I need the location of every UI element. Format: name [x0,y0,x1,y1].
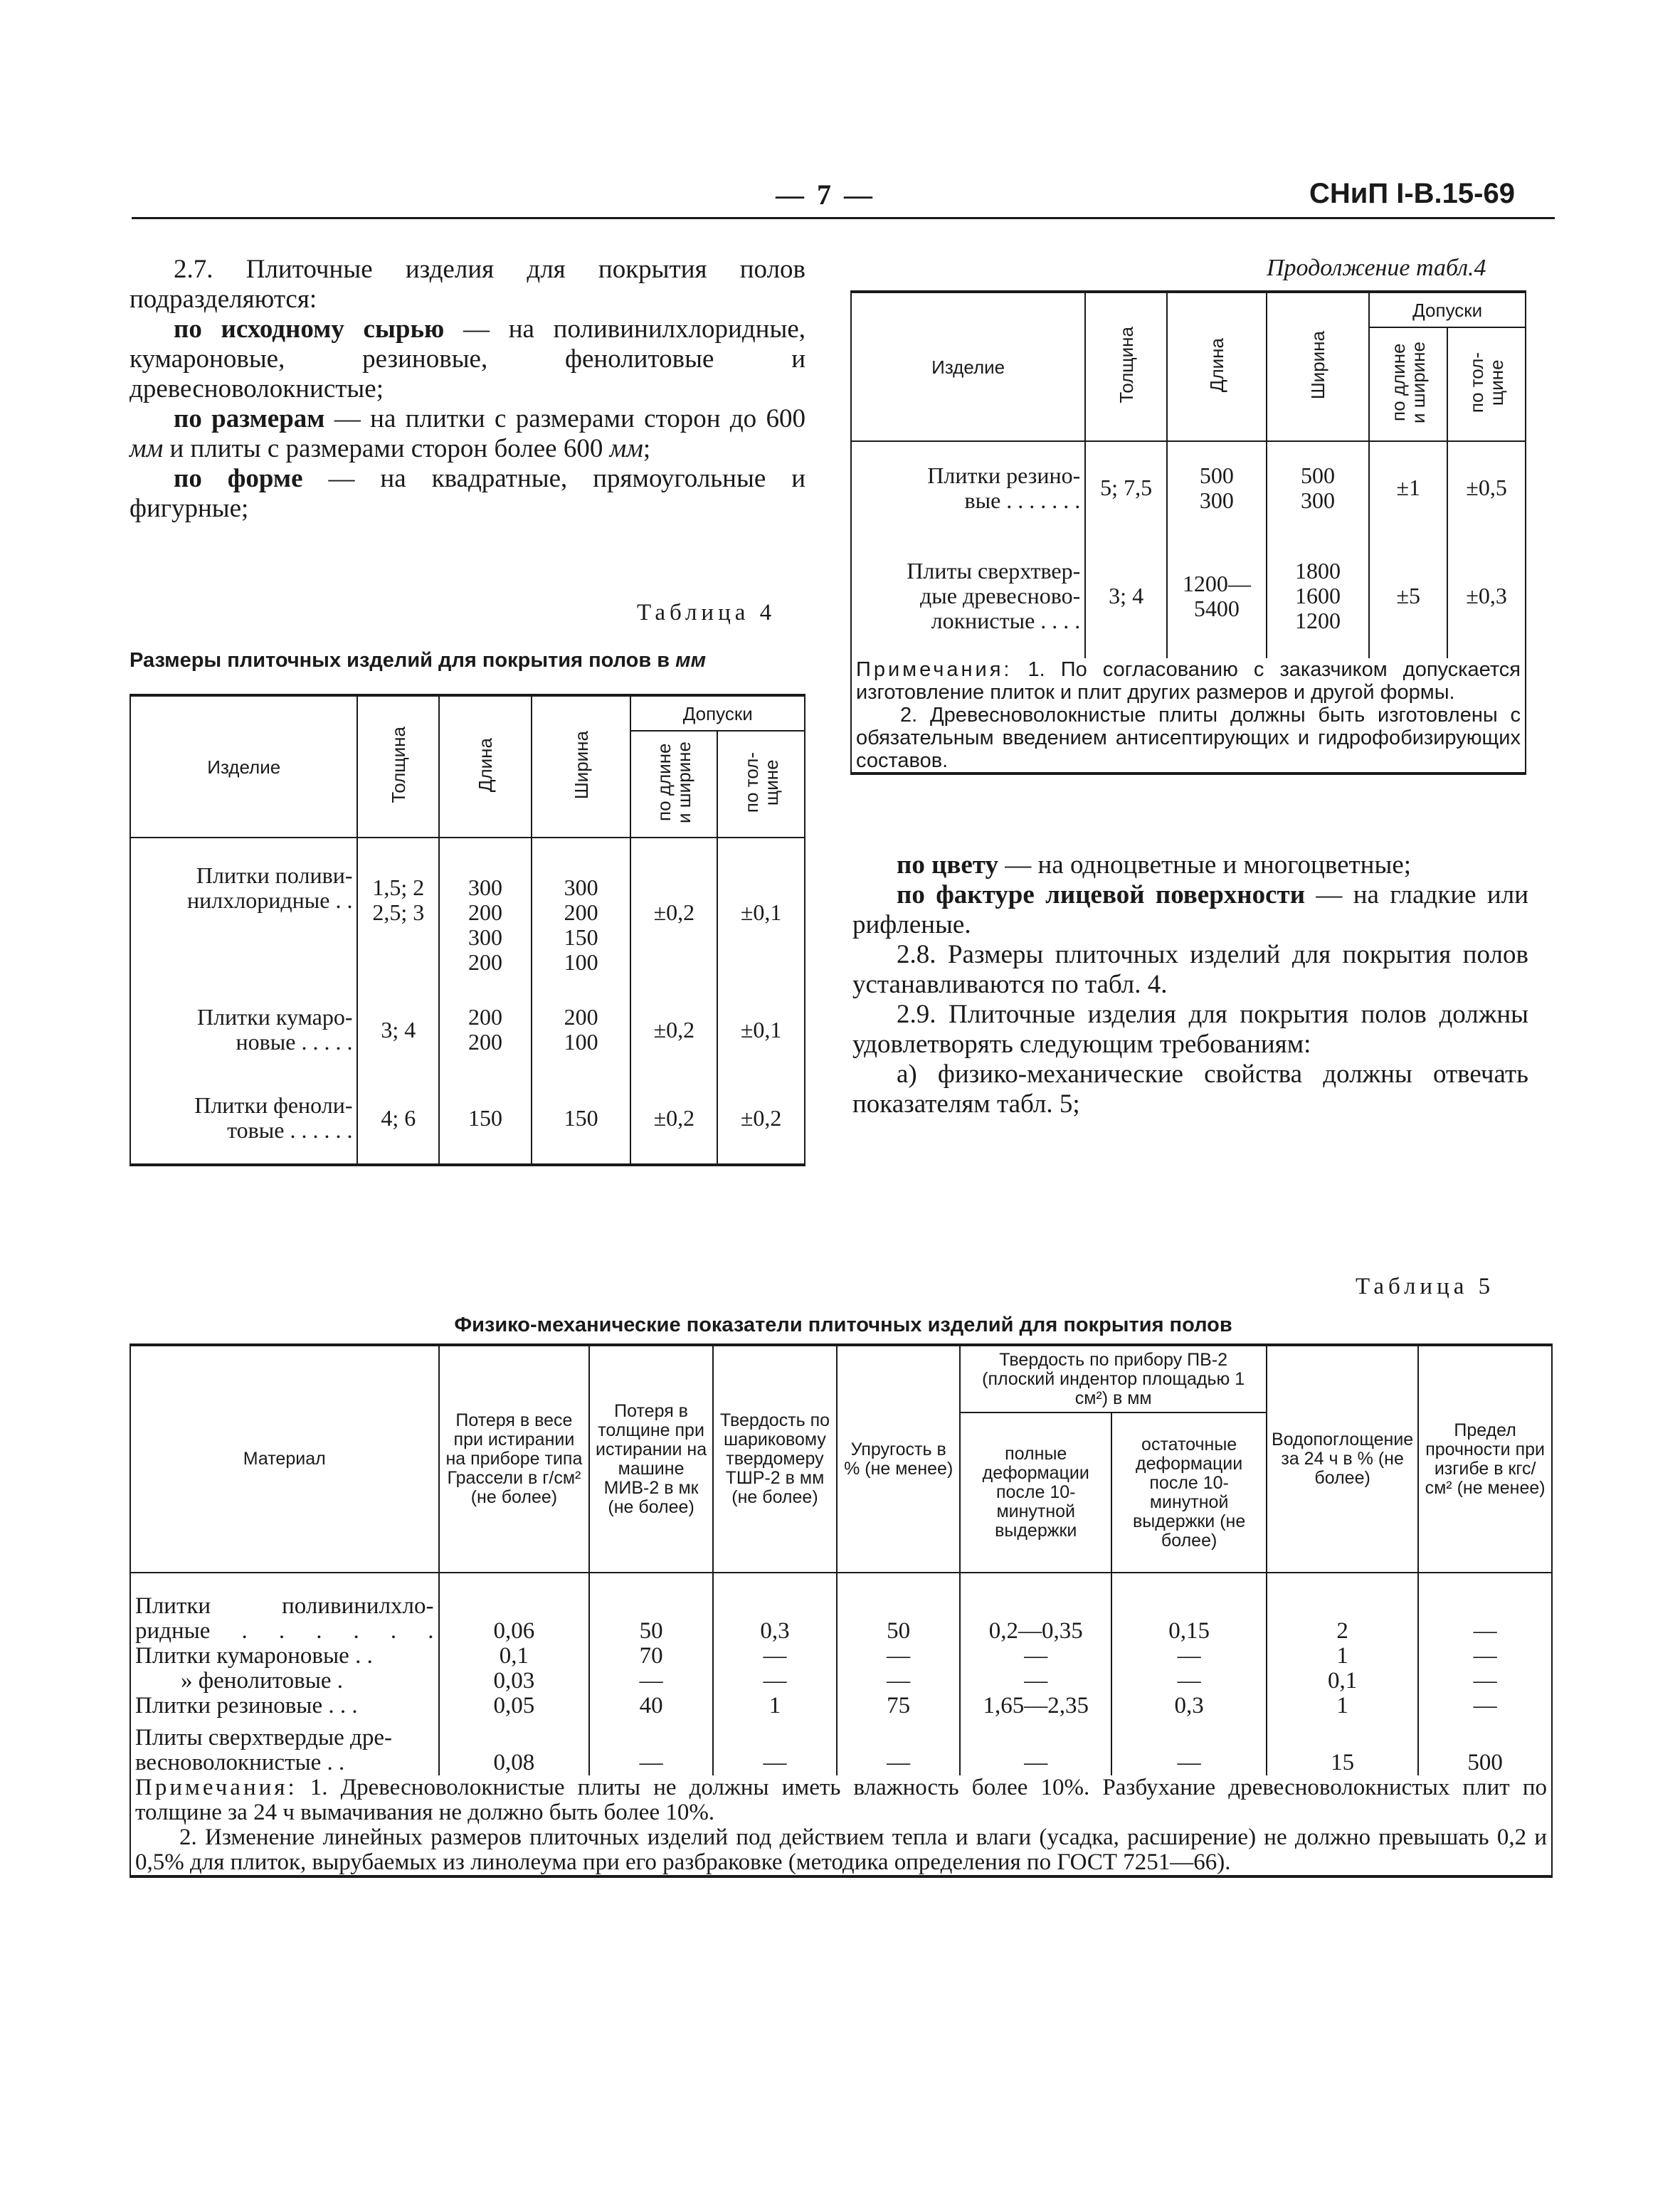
table-row: Плитки резино- вые . . . . . . . 5; 7,5 500 300 500 300 ±1 ±0,5 [851,441,1526,534]
t5-header-resid-def: остаточные деформации после 10-минутной выдержки (не более) [1111,1413,1267,1573]
item-d: по цвету — на одноцветные и многоцветные; [897,850,1412,880]
table4-notes: Примечания: 1. По согласованию с заказчиком допускается изготовление плиток и плит других размеров и другой формы. 2. Древесноволокнистые плиты должны быть изготовлены с обязательным введением антисептирующих и гидрофобизирующих составов. [851,658,1526,773]
table-notes-row [130,1775,1552,1876]
table-row: Плитки феноли- товые . . . . . . 4; 6 150 150 ±0,2 ±0,2 [130,1072,805,1165]
t5-header-loss-weight: Потеря в весе при истирании на приборе типа Грассели в г/см² (не более) [439,1345,590,1573]
t4c-header-tol-lw: по длине и ширине [1369,327,1447,441]
table-row: Плиты сверхтвердые дре- весноволокнистые . . 0,08 — — — — — 15 500 [130,1718,1552,1775]
t5-header-hardness-pv: Твердость по прибору ПВ-2 (плоский индентор площадью 1 см²) в мм [960,1345,1267,1413]
item-e: по фактуре лицевой поверхности — на гладкие или рифленые. [852,880,1528,939]
t4-header-tol-lw: по длине и ширине [630,731,717,838]
table-row: Плиты сверхтвер- дые древесново- локнистые . . . . 3; 4 1200— 5400 1800 1600 1200 ±5 ±0,3 [851,534,1526,658]
header-rule [132,217,1555,219]
t4-header-length: Длина [439,695,532,838]
table-5 [130,1343,1553,1878]
table4-continuation-label: Продолжение табл.4 [1267,255,1486,281]
table5-notes: Примечания: 1. Древесноволокнистые плиты не должны иметь влажность более 10%. Разбухание древесноволокнистых плит по толщине за 24 ч вымачивания не должно быть более 10%. 2. Изменение линейных размеров плиточных изделий под действием тепла и влаги (усадка, расширение) не должно превышать 0,2 и 0,5% для плиток, вырубаемых из линолеума при его разбраковке (методика определения по ГОСТ 7251—66). [130,1775,1552,1876]
p29a: а) физико-механические свойства должны отвечать показателям табл. 5; [852,1060,1528,1119]
table5-title: Физико-механические показатели плиточных изделий для покрытия полов [454,1314,1232,1336]
p27-intro: 2.7. Плиточные изделия для покрытия полов подразделяются: [130,255,805,314]
t4c-header-length: Длина [1167,292,1267,441]
p28: 2.8. Размеры плиточных изделий для покрытия полов устанавливаются по табл. 4. [852,940,1528,999]
t5-header-water: Водопоглощение за 24 ч в % (не более) [1267,1345,1418,1573]
p27-item-a: по исходному сырью — на поливинилхлоридные, кумароновые, резиновые, фенолитовые и древесноволокнистые; [130,315,806,403]
t5-header-hardness-ball: Твердость по шариковому твердомеру ТШР-2 в мм (не более) [713,1345,837,1573]
p27-item-c: по форме — на квадратные, прямоугольные и фигурные; [130,464,805,523]
table-row: Плитки кумароновые . . 0,1 70 — — — — 1 — [130,1644,1552,1669]
table-row: Плитки резиновые . . . 0,05 40 1 75 1,65—2,35 0,3 1 — [130,1694,1552,1718]
section-2-7 [130,255,805,524]
p27-item-b: по размерам — на плитки с размерами сторон до 600 мм и плиты с размерами сторон более 600 мм; [130,404,805,463]
t4c-header-width: Ширина [1267,292,1370,441]
t4c-header-item: Изделие [851,292,1085,441]
right-column-text [852,850,1528,1119]
t4-header-tolerances: Допуски [630,695,805,731]
t5-header-elasticity: Упругость в % (не менее) [837,1345,960,1573]
t4-header-item: Изделие [130,695,357,838]
t5-header-full-def: полные деформации после 10-минутной выдержки [960,1413,1111,1573]
table-4 [130,694,805,1166]
table4-label: Таблица 4 [637,600,776,625]
table-row: » фенолитовые . 0,03 — — — — — 0,1 — [130,1669,1552,1694]
p29: 2.9. Плиточные изделия для покрытия полов должны удовлетворять следующим требованиям: [852,1000,1528,1059]
table-notes-row [851,658,1526,773]
t4-header-tol-t: по тол- щине [717,731,805,838]
table-row: Плитки поливи- нилхлоридные . . 1,5; 2 2,5; 3 300 200 300 200 300 200 150 100 ±0,2 ±0,1 [130,838,805,987]
table4-title: Размеры плиточных изделий для покрытия полов в мм [130,649,707,672]
t4-header-thickness: Толщина [357,695,439,838]
t5-header-loss-thick: Потеря в толщине при истирании на машине МИВ-2 в мк (не более) [589,1345,712,1573]
document-code: СНиП I-B.15-69 [1309,178,1515,209]
t4c-header-tol-t: по тол- щине [1447,327,1526,441]
t4-header-width: Ширина [532,695,631,838]
table5-label: Таблица 5 [1356,1274,1495,1299]
page-number: — 7 — [776,179,875,211]
t4c-header-thickness: Толщина [1085,292,1167,441]
t5-header-material: Материал [130,1345,439,1573]
t5-header-strength: Предел прочности при изгибе в кгс/см² (не менее) [1418,1345,1552,1573]
t4c-header-tolerances: Допуски [1369,292,1526,327]
table-row: Плитки поливинилхло- ридные . . . . . . 0,06 50 0,3 50 0,2—0,35 0,15 2 — [130,1573,1552,1644]
table-row: Плитки кумаро- новые . . . . . 3; 4 200 200 200 100 ±0,2 ±0,1 [130,987,805,1072]
table-4-continued [850,290,1526,775]
